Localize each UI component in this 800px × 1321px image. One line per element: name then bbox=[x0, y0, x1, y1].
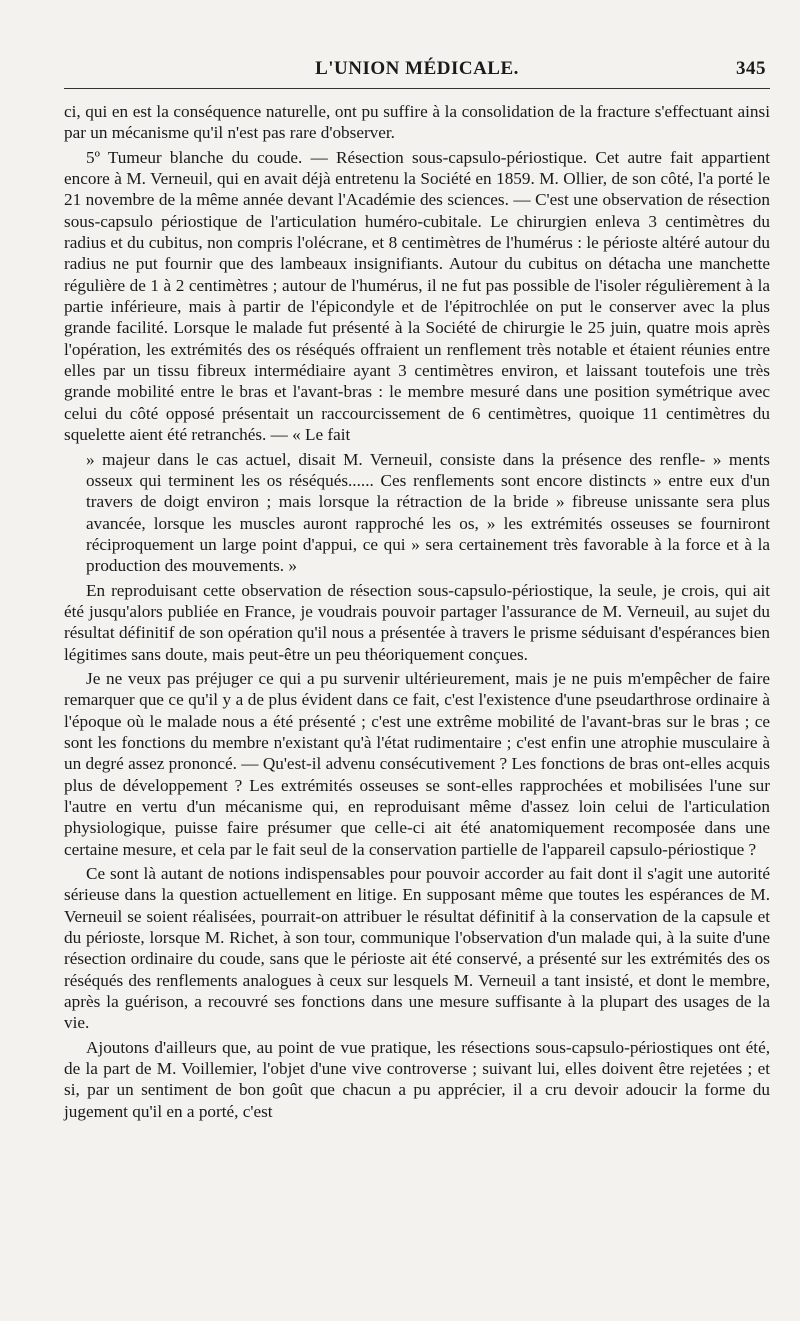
paragraph-voillemier: Ajoutons d'ailleurs que, au point de vue pratique, les résections sous-capsulo-périostiques ont été, de la part de M. Voillemier, l'objet d'une vive controverse ; suivant lui, elles doivent être rejetées ; et si, par un sentiment de bon goût que chacun a pu apprécier, il a cru devoir adoucir la forme du jugement qu'il en a porté, c'est bbox=[64, 1037, 770, 1121]
paragraph-prejudge: Je ne veux pas préjuger ce qui a pu survenir ultérieurement, mais je ne puis m'empêcher de faire remarquer que ce qu'il y a de plus évident dans ce fait, c'est l'existence d'une pseudarthrose ordinaire à l'époque où le malade nous a été présenté ; c'est une extrême mobilité de l'avant-bras sur le bras ; ce sont les fonctions du membre n'existant qu'à l'état rudimentaire ; c'est enfin une atrophie musculaire à un degré assez prononcé. — Qu'est-il advenu consécutivement ? Les fonctions de bras ont-elles acquis plus de développement ? Les extrémités osseuses se sont-elles rapprochées et mobilisées l'une sur l'autre en vertu d'un mécanisme qui, en reproduisant même d'assez loin celui de l'articulation physiologique, puisse faire présumer que celle-ci ait été anatomiquement recomposée dans une certaine mesure, et cela par le fait seul de la conservation partielle de l'appareil capsulo-périostique ? bbox=[64, 668, 770, 859]
paragraph-reproduction: En reproduisant cette observation de résection sous-capsulo-périostique, la seule, je crois, qui ait été jusqu'alors publiée en France, je voudrais pouvoir partager l'assurance de M. Verneuil, au sujet du résultat définitif de son opération qu'il nous a présentée à travers le prisme séduisant d'espérances bien légitimes sans doute, mais peut-être un peu théoriquement conçues. bbox=[64, 580, 770, 664]
header-rule bbox=[64, 88, 770, 89]
running-header bbox=[64, 52, 770, 82]
paragraph-case-5: 5º Tumeur blanche du coude. — Résection sous-capsulo-périostique. Cet autre fait appartient encore à M. Verneuil, qui en avait déjà entretenu la Société en 1859. M. Ollier, de son côté, l'a porté le 21 novembre de la même année devant l'Académie des sciences. — C'est une observation de résection sous-capsulo périostique de l'articulation huméro-cubitale. Le chirurgien enleva 3 centimètres du radius et du cubitus, non compris l'olécrane, et 8 centimètres de l'humérus : le périoste altéré autour du radius ne put fournir que des lambeaux insignifiants. Autour du cubitus on détacha une manchette régulière de 1 à 2 centimètres ; autour de l'humérus, il ne fut pas possible de l'isoler régulièrement à la partie inférieure, mais à partir de l'épicondyle et de l'épitrochlée on put le conserver avec la plus grande facilité. Lorsque le malade fut présenté à la Société de chirurgie le 25 juin, quatre mois après l'opération, les extrémités des os réséqués offraient un renflement très notable et étaient réunies entre elles par un tissu fibreux intermédiaire ayant 3 centimètres environ, et laissant toutefois une très grande mobilité entre le bras et l'avant-bras : le membre mesuré dans une position symétrique avec celui du côté opposé présentait un raccourcissement de 6 centimètres, quoique 11 centimètres du squelette aient été retranchés. — « Le fait bbox=[64, 147, 770, 445]
page-number: 345 bbox=[736, 58, 766, 79]
journal-title: L'UNION MÉDICALE. bbox=[315, 58, 519, 79]
paragraph-verneuil-quote: » majeur dans le cas actuel, disait M. Verneuil, consiste dans la présence des renfle- » ments osseux qui terminent les os réséqués...... Ces renflements sont encore distincts » entre eux d'un travers de doigt environ ; mais lorsque la rétraction de la bride » fibreuse unissante sera plus avancée, lorsque les muscles auront rapproché les os, » les extrémités osseuses se fourniront réciproquement un large point d'appui, ce qui » sera certainement très favorable à la force et à la production des mouvements. » bbox=[86, 449, 770, 576]
paragraph-notions: Ce sont là autant de notions indispensables pour pouvoir accorder au fait dont il s'agit une autorité sérieuse dans la question actuellement en litige. En supposant même que toutes les espérances de M. Verneuil se soient réalisées, pourrait-on attribuer le résultat définitif à la conservation de la capsule et du périoste, lorsque M. Richet, à son tour, communique l'observation d'un malade qui, à la suite d'une résection ordinaire du coude, sans que le périoste ait été conservé, a présenté sur les extrémités des os réséqués des renflements analogues à ceux sur lesquels M. Verneuil a tant insisté, et dont le membre, après la guérison, a recouvré ses fonctions dans une mesure suffisante à la plupart des usages de la vie. bbox=[64, 864, 770, 1033]
paragraph-continuation: ci, qui en est la conséquence naturelle, ont pu suffire à la consolidation de la fracture s'effectuant ainsi par un mécanisme qu'il n'est pas rare d'observer. bbox=[64, 102, 770, 143]
article-body bbox=[64, 101, 770, 1122]
